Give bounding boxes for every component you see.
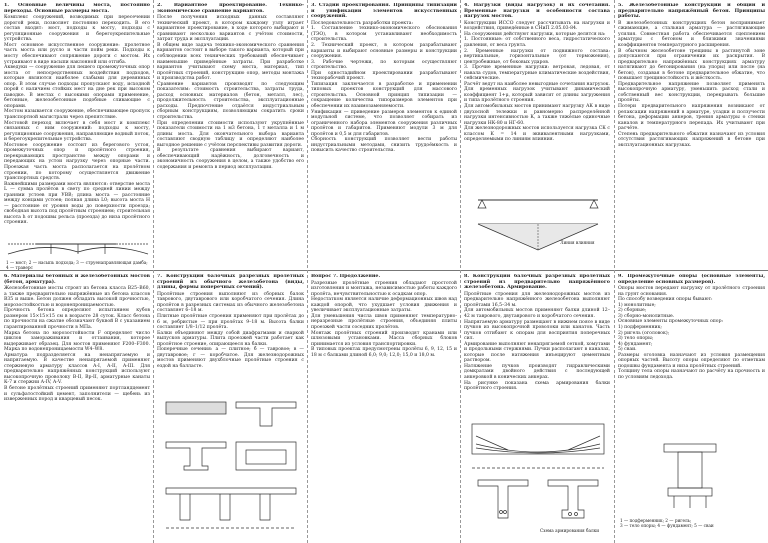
section-title: 8. Конструкции балочных разрезных пролётных строений из предварительно напряжённого железобетона. Армирование.: [464, 274, 610, 291]
section-text: Железобетонные мосты строят из бетона класса В25–В60, а также предварительно напряжённые из бетона классов В35 и выше. Бетон должен обладать высокой прочностью, морозостойкостью и водонепроницаемостью. Прочность бетона определяют испытанием кубов размером 15×15×15 см в возрасте 28 суток. Класс бетона по прочности на сжатие обозначают буквой В с указанием гарантированной прочности в МПа. Марка бетона по морозостойкости F определяет число циклов замораживания и оттаивания, которое выдерживает образец. Для мостов применяют F200–F300. Марка по водонепроницаемости W4–W8. Арматура подразделяется на ненапрягаемую и напрягаемую. В качестве ненапрягаемой применяют стержневую арматуру классов А-I, А-II, А-III. Для предварительно напряжённых конструкций используют высокопрочную проволоку В-II, Вр-II, арматурные канаты К-7 и стержни А-IV, А-V. В бетоне пролётных строений применяют портландцемент и сульфатостойкий цемент, заполнители — щебень из изверженных пород и кварцевый песок.: [4, 286, 150, 403]
row-divider: [0, 270, 768, 271]
section-4: [464, 3, 610, 181]
column-divider: [614, 0, 615, 543]
section-text: Разрезные пролётные строения обладают простотой изготовления и монтажа, независимостью работы каждого пролёта, нечувствительностью к осадкам опор. Недостатком является наличие деформационных швов над каждой опорой, что ухудшает условия движения и увеличивает эксплуатационные затраты. Для уменьшения числа швов применяют температурно-неразрезные пролётные строения, объединяя плиты проезжей части соседних пролётов. Монтаж пролётных строений производят кранами или шлюзовыми установками. Масса сборных блоков принимается из условия транспортировки. В типовых проектах предусмотрены пролёты 6, 9, 12, 15 и 18 м с балками длиной 6,0; 9,0; 12,0; 15,0 и 18,0 м.: [311, 280, 457, 358]
section-text: После получения исходных данных составляют технический проект, в котором каждому узлу играет вариантное проектирование, в ходе которого выбирают и сравнивают несколько вариантов с учётом стоимости, затрат труда и эксплуатации. В общем виде задача технико-экономического сравнения вариантов состоит в выборе такого варианта, который при соблюдении всех технических требований обеспечивает наименьшие приведённые затраты. При разработке вариантов учитывают схему моста, материал, тип пролётных строений, конструкцию опор, методы монтажа и производства работ. Сравнение вариантов производят по следующим показателям: стоимость строительства, затраты труда, расход основных материалов (бетон, металл, лес), продолжительность строительства, эксплуатационные расходы. Предпочтение отдаётся индустриальным сборным конструкциям, позволяющим сократить сроки строительства. При определении стоимости используют укрупнённые показатели стоимости на 1 м3 бетона, 1 т металла и 1 м длины моста. Для окончательного выбора варианта составляют сводную таблицу и определяют наиболее выгодное решение с учётом перспективы развития дороги. В результате сравнения выбирают вариант, обеспечивающий надёжность, долговечность и экономичность сооружения в целом, а также удобство его содержания и ремонта в период эксплуатации.: [157, 15, 304, 170]
column-divider: [307, 0, 308, 543]
section-text: Опоры мостов передают нагрузку от пролётного строения на грунт основания. По способу возведения опоры бывают: 1) монолитные; 2) сборные; 3) сборно-монолитные. Основные элементы промежуточных опор: 1) подферменник; 2) ригель (оголовок); 3) тело опоры; 4) фундамент; 5) сваи. Размеры оголовка назначают из условия размещения опорных частей. Высоту опоры определяют по отметкам подошвы фундамента и низа пролётных строений. Толщину тела опоры назначают по расчёту на прочность и по условиям ледохода.: [618, 286, 765, 380]
section-text: Конструкции ИССО следует рассчитывать на нагрузки и воздействия, приведённые в СНиП 2.05.03-84. На сооружения действуют нагрузки, которые делятся на: 1. Постоянные: от собственного веса, гидростатического давления, от веса грунта. 2. Временные нагрузки от подвижного состава: вертикальные, горизонтальные (от торможения), центробежные, от боковых ударов. 3. Прочие временные нагрузки: ветровая, ледовая, от навала судов, температурные климатические воздействия, сейсмические. Расчёт ведут на наиболее невыгодные сочетания нагрузок. Для временных нагрузок учитывают динамический коэффициент 1+μ, который зависит от длины загружения и типа пролётного строения. Для автомобильных мостов принимают нагрузку АК в виде двухосной тележки и равномерно распределённой нагрузки интенсивностью К, а также тяжёлые одиночные нагрузки НК-80 и НГ-60. Для железнодорожных мостов используется нагрузка СК с классом K = 14 и эквивалентными нагрузками, определяемыми по линиям влияния.: [464, 20, 610, 143]
section-2: [157, 3, 304, 268]
pier-diagram: [660, 440, 720, 510]
cross-sections-diagram: [160, 396, 302, 540]
section-title: 2. Вариантное проектирование. Технико-экономическое сравнение вариантов.: [157, 3, 304, 14]
section-8: [464, 274, 610, 414]
section-title: 3. Стадии проектирования. Принципы типизации и унификации элементов искусственных сооружений.: [311, 3, 457, 20]
section-6: [4, 274, 150, 540]
column-divider: [153, 0, 154, 543]
section-title: 7. Конструкции балочных разрезных пролётных строений из обычного железобетона (виды, длины, формы поперечных сечений).: [157, 274, 304, 291]
section-title: 6. Материалы бетонных и железобетонных мостов (бетон, арматура).: [4, 274, 150, 285]
section-title: Вопрос 7. Продолжение.: [311, 274, 381, 279]
influence-line-diagram: [468, 186, 608, 266]
bridge-crossing-diagram: [6, 232, 150, 260]
section-7: [157, 274, 304, 392]
section-title: 9. Промежуточные опоры (основные элементы, определение основных размеров).: [618, 274, 765, 285]
figure-caption: Линия влияния: [560, 240, 595, 245]
section-text: Последовательность разработки проекта: 1. Составление технико-экономического обоснования (ТЭО), в котором устанавливают необходимость строительства. 2. Технический проект, в котором разрабатывают варианты и выбирают основные размеры и конструкции сооружения. 3. Рабочие чертежи, по которым осуществляют строительство. При одностадийном проектировании разрабатывают технорабочий проект. Типизация заключается в разработке и применении типовых проектов конструкций для массового строительства. Основной принцип типизации — сокращение количества типоразмеров элементов при обеспечении их взаимозаменяемости. Унификация — приведение размеров элементов к единой модульной системе, что позволяет собирать из ограниченного набора элементов сооружения различных пролётов и габаритов. Применяют модули 3 м для пролётов и 0,5 м для габаритов. Сборность конструкций позволяет вести работы индустриальными методами, снизить трудоёмкость и повысить качество строительства.: [311, 20, 457, 154]
section-1: [4, 3, 150, 229]
section-title: 5. Железобетонные конструкции и общий и предварительно напряжённый бетон. Принципы работы.: [618, 3, 765, 20]
section-7-continued: [311, 274, 457, 540]
figure-caption: Схема армирования балки: [540, 528, 600, 533]
section-title: 4. Нагрузки (виды нагрузок) и их сочетания. Временные нагрузки и особенности состава нагрузок мостов.: [464, 3, 610, 20]
section-text: Пролётные строения выполняют из сборных балок таврового, двутаврового или коробчатого сечения. Длина пролётов в разрезных системах из обычного железобетона составляет 6–18 м. Плитные пролётные строения применяют при пролётах до 6 м, ребристые — при пролётах 9–18 м. Высота балки составляет 1/8–1/12 пролёта. Балки объединяют между собой диафрагмами и сваркой выпусков арматуры. Плита проезжей части работает как пролётное строение, опирающееся на балки. Поперечные сечения: а — плитное; б — тавровое; в — двутавровое; г — коробчатое. Для железнодорожных мостов применяют двухблочные пролётные строения с ездой на балласте.: [157, 291, 304, 369]
figure-caption: 1 — мост; 2 — насыпь подхода; 3 — струенаправляющая дамба; 4 — траверс: [6, 260, 148, 270]
figure-caption: 1 — подферменник; 2 — ригель; 3 — тело опоры; 4 — фундамент; 5 — сваи: [620, 518, 714, 528]
reinforcement-diagram: [468, 418, 608, 536]
section-title: 1. Основные величины моста, постоянно переходы. Основные размеры моста.: [4, 3, 150, 14]
column-divider: [460, 0, 461, 543]
section-3: [311, 3, 457, 268]
section-text: Комплекс сооружений, возводимых при пересечении дорогой реки, позволяет постоянно переходить. В его состав входят: мост, подходы к мосту, подходы с регуляционные сооружения и берегоукрепительные устройства. Мост основное искусственное сооружение: пролетное часть моста или русло и части пойм реки. Подходы к мосту обеспечивают сопряжение дороги с мостом. Их устраивают в виде насыпи наклонной или отгиба. Акведуки — сооружение для пешего промежуточных опор моста от непосредственных воздействия подходов, которые являются наиболее слабыми для деревянных опор. В этом случае подходы пропускают воду, исходной порой с наличием стойких мест на дне рек при высоком паводке. В местах с высокими опорами применение, бетонные, железобетонные подобные сливающие с опорами. Мостом называется сооружение, обеспечивающее пропуск транспортной магистрали через препятствие. Мостовой переход включает в себя мост и комплекс связанных с ним сооружений: подходы к мосту, регуляционные сооружения, направляющие водный поток, и берегоукрепительные устройства. Мостовое сооружение состоит из берегового устоя, промежуточных опор и пролётного строения, перекрывающих пространство между опорами и передающих на устои нагрузку через опорные части. Проезжая часть моста располагается на пролётном строении, по которому осуществляется движение транспортных средств. Важнейшими размерами моста являются: отверстие моста L — сумма пролётов в свету по средней линии между гранями устоев при УВВ; длина моста — расстояние между концами устоев; полная длина L0; высота моста H — расстояние от уровня воды до поверхности проезда; свободная высота под пролётным строением; строительная высота h от подошвы рельса (проезда) до низа пролётного строения.: [4, 15, 150, 226]
section-text: Пролётные строения для железнодорожных мостов из предварительно напряжённого железобетона выполняют пролётами 16,5–34 м. Для автомобильных мостов применяют балки длиной 12–42 м таврового, двутаврового и коробчатого сечения. Напрягаемую арматуру размещают в нижнем поясе в виде пучков из высокопрочной проволоки или канатов. Часть пучков отгибают к опорам для восприятия поперечных сил. Армирование выполняют ненапрягаемой сеткой, хомутами и продольными стержнями. Пучки располагают в каналах, которые после натяжения инъецируют цементным раствором. Натяжение пучков производят гидравлическими домкратами двойного действия с последующей анкеровкой в конических анкерах. На рисунке показана схема армирования балки пролётного строения.: [464, 291, 610, 392]
section-5: [618, 3, 765, 268]
section-text: В железобетонных конструкциях бетон воспринимает сжимающие, а стальная арматура — растягивающие усилия. Совместная работа обеспечивается сцеплением арматуры с бетоном и близкими значениями коэффициентов температурного расширения. В обычном железобетоне трещины в растянутой зоне допускаются при ограничении их раскрытия. В предварительно напряжённых конструкциях арматуру натягивают до бетонирования (на упоры) или после (на бетон), создавая в бетоне предварительное обжатие, что повышает трещиностойкость и жёсткость. Предварительное напряжение позволяет применять высокопрочную арматуру, уменьшить расход стали и собственный вес конструкции, перекрывать большие пролёты. Потери предварительного напряжения возникают от релаксации напряжений в арматуре, усадки и ползучести бетона, деформации анкеров, трения арматуры о стенки каналов и температурного перепада. Их учитывают при расчёте. Степень предварительного обжатия назначают из условия отсутствия растягивающих напряжений в бетоне при эксплуатационных нагрузках.: [618, 20, 765, 148]
